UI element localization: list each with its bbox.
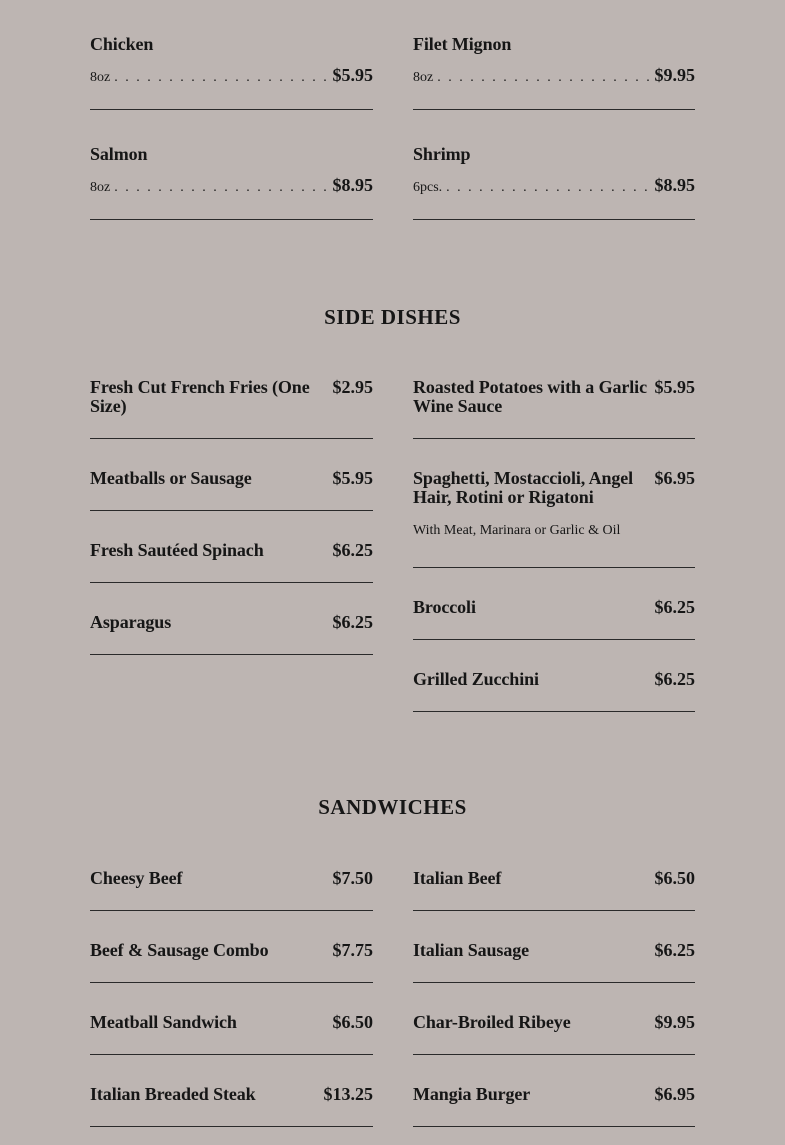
menu-item [413, 1055, 695, 1127]
item-price-line [90, 176, 373, 196]
dotted-leader [114, 70, 331, 86]
item-name: Shrimp [413, 144, 471, 164]
item-name: Italian Sausage [413, 940, 530, 960]
item-price-line [413, 66, 695, 86]
dotted-leader [446, 180, 653, 196]
item-price: $13.25 [323, 1084, 373, 1104]
item-price: $6.25 [654, 597, 695, 617]
item-name: Roasted Potatoes with a Garlic Wine Sauce [413, 377, 647, 416]
menu-item [413, 911, 695, 983]
item-price: $5.95 [654, 377, 695, 397]
item-price: $5.95 [332, 65, 373, 85]
proteins-left-column [90, 0, 373, 220]
item-name: Char-Broiled Ribeye [413, 1012, 571, 1032]
item-size: 8oz [90, 70, 111, 85]
menu-item [413, 348, 695, 439]
dotted-leader [437, 70, 653, 86]
item-price: $6.50 [332, 1012, 373, 1032]
item-size: 6pcs. [413, 180, 443, 195]
menu-item [413, 110, 695, 220]
item-name: Salmon [90, 144, 148, 164]
menu-item [90, 110, 373, 220]
side-dishes-left-column [90, 348, 373, 655]
side-dishes-right-column [413, 348, 695, 712]
menu-item [413, 0, 695, 110]
item-price: $6.25 [654, 669, 695, 689]
item-price-line [413, 176, 695, 196]
menu-item [90, 1055, 373, 1127]
item-name: Cheesy Beef [90, 868, 183, 888]
item-name: Mangia Burger [413, 1084, 531, 1104]
item-price: $6.95 [654, 1084, 695, 1104]
item-price: $6.95 [654, 468, 695, 488]
item-size: 8oz [90, 180, 111, 195]
item-name: Fresh Sautéed Spinach [90, 540, 264, 560]
item-price: $6.25 [332, 540, 373, 560]
item-name: Grilled Zucchini [413, 669, 539, 689]
item-price-line [90, 66, 373, 86]
item-price: $6.25 [654, 940, 695, 960]
sandwiches-heading: SANDWICHES [318, 795, 467, 819]
item-description: With Meat, Marinara or Garlic & Oil [413, 523, 621, 538]
item-name: Meatballs or Sausage [90, 468, 252, 488]
menu-item [413, 568, 695, 640]
item-name: Chicken [90, 34, 154, 54]
side-dishes-heading: SIDE DISHES [324, 305, 461, 329]
item-price: $8.95 [332, 175, 373, 195]
menu-item [90, 839, 373, 911]
item-price: $7.75 [332, 940, 373, 960]
menu-item [413, 839, 695, 911]
item-name: Fresh Cut French Fries (One Size) [90, 377, 310, 416]
sandwiches-right-column [413, 839, 695, 1127]
menu-item [90, 439, 373, 511]
menu-item [90, 911, 373, 983]
item-price: $5.95 [332, 468, 373, 488]
menu-item [90, 511, 373, 583]
menu-item [413, 983, 695, 1055]
menu-item [413, 439, 695, 568]
item-name: Filet Mignon [413, 34, 512, 54]
item-name: Italian Breaded Steak [90, 1084, 256, 1104]
item-name: Asparagus [90, 612, 172, 632]
item-price: $6.25 [332, 612, 373, 632]
item-name: Beef & Sausage Combo [90, 940, 269, 960]
item-name: Broccoli [413, 597, 476, 617]
item-name: Italian Beef [413, 868, 502, 888]
item-price: $9.95 [654, 65, 695, 85]
sandwiches-left-column [90, 839, 373, 1127]
item-price: $7.50 [332, 868, 373, 888]
proteins-right-column [413, 0, 695, 220]
item-price: $8.95 [654, 175, 695, 195]
item-price: $6.50 [654, 868, 695, 888]
menu-item [90, 348, 373, 439]
dotted-leader [114, 180, 331, 196]
menu-item [90, 583, 373, 655]
item-size: 8oz [413, 70, 434, 85]
item-name: Meatball Sandwich [90, 1012, 237, 1032]
menu-item [90, 0, 373, 110]
menu-item [90, 983, 373, 1055]
item-price: $9.95 [654, 1012, 695, 1032]
item-name: Spaghetti, Mostaccioli, Angel Hair, Rotini or Rigatoni [413, 468, 634, 507]
menu-item [413, 640, 695, 712]
item-price: $2.95 [332, 377, 373, 397]
